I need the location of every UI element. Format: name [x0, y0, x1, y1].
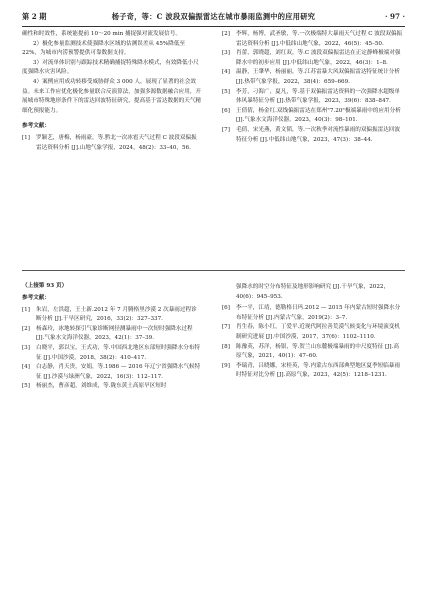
continued-right-column: [222, 283, 404, 381]
continuation-label: （上接第 93 页）: [22, 283, 68, 289]
reference-continuation: 强降水的时空分布特征及地形影响研究 [J].干旱气象，2022，40(6)：945–953.: [236, 284, 390, 300]
reference-list: [22, 306, 202, 392]
reference-number: [7]: [222, 324, 230, 331]
reference-text: 罗颖艺，唐梅，杨雨豪，等.黔北一次冰雹天气过程 C 波段双偏振雷达资料分析 [J].山地气象学报，2024，48(2)：33–40，56.: [36, 134, 197, 151]
reference-item: [222, 49, 404, 68]
body-paragraph: 确性和时效性，系统能提前 10～20 min 捕捉强对流发展信号。: [22, 31, 181, 37]
issue-number: 第 2 期: [22, 12, 47, 21]
reference-item: [22, 306, 202, 325]
body-paragraph: 3）对流单体识别与跟踪技术精确捕捉特殊降水模式，有效降低小尺度强降水灾害风险。: [22, 59, 199, 76]
reference-number: [6]: [222, 107, 230, 114]
reference-list: [222, 30, 404, 145]
reference-number: [1]: [22, 306, 30, 313]
reference-text: 李辉，杨博，武圣敏，等.一次极端特大暴雨天气过程 C 波段双偏振雷达资料分析 [J].中低纬山地气象，2022，46(5)：45–50.: [236, 31, 403, 47]
header-rule: [22, 26, 405, 27]
continued-left-column: [22, 294, 202, 392]
reference-item: [22, 325, 202, 344]
section-divider: [22, 270, 405, 271]
running-title: 杨子奇，等：C 波段双偏振雷达在城市暴雨监测中的应用研究: [111, 12, 316, 21]
body-paragraph: 4）案例应用成功转移受威胁群众 3 000 人，展现了显著的社会效益。未来工作应优化极化参量联合反演算法，加强多源数据融合应用，开展城市特殊地形条件下的雷达回波特征研究，提高基于雷达数据的天气精细化预报能力。: [22, 78, 202, 114]
reference-item: [222, 343, 404, 362]
reference-text: 杨丽杰，曹彦超，刘维成，等.陇东黄土高原旱区短时: [36, 383, 167, 390]
reference-text: 朱岩，左洪超，王士新.2012 年 7 月腾格里沙漠 2 次暴雨过程诊断分析 [J].干旱区研究，2016，33(2)：327–337.: [36, 306, 197, 323]
reference-number: [7]: [222, 126, 230, 133]
reference-item: [22, 134, 202, 153]
reference-text: 白志静，肖天贵，安娟，等.1986 — 2016 年辽宁省强降水气候特征 [J].沙漠与绿洲气象，2022，16(3)：112–117.: [36, 364, 201, 380]
reference-item: [222, 323, 404, 342]
reference-number: [1]: [22, 134, 30, 141]
reference-number: [2]: [222, 31, 230, 37]
reference-text: 李一平，江靖，德勒格日玛.2012 — 2015 年内蒙古短时强降水分布特征分析 [J].内蒙古气象，2019(2)：3–7.: [236, 305, 401, 321]
reference-item: [22, 344, 202, 363]
reference-number: [8]: [222, 343, 230, 350]
reference-list: [22, 134, 202, 153]
reference-text: 王倩倩，杨金红.双线偏振雷达在郑州"7.20"极端暴雨中的应用分析 [J].气象水文海洋仪器，2023，40(3)：98–101.: [236, 107, 401, 124]
page-header: [22, 12, 405, 25]
reference-text: 毛倩，宋光燕，黄文韬，等.一次秋季对流性暴雨的双偏振雷达回波特征分析 [J].中低纬山地气象，2023，47(3)：38–44.: [236, 126, 400, 143]
reference-text: 李瑞青，吕晓娜，宋桂英，等.内蒙古东西部典型地区夏季短临暴雨时特征对比分析 [J].高原气象，2023，42(5)：1218–1231.: [236, 362, 400, 379]
reference-number: [3]: [222, 50, 230, 57]
body-paragraph: 2）极化参量监测技术使强降水区域的估测误差从 45%降低至 22%，为城市内涝预警提供可靠数据支持。: [22, 40, 186, 57]
reference-number: [6]: [222, 305, 230, 312]
reference-list: [222, 304, 404, 381]
reference-item: [222, 68, 404, 87]
reference-item: [22, 382, 202, 392]
reference-text: 李芳，刁海广，夏凡，等.基于双偏振雷达资料的一次强降水超级单体风暴特征分析 [J].热带气象学报，2023，39(6)：838–847.: [236, 88, 400, 105]
page-number: · 97 ·: [384, 12, 405, 21]
right-column: [222, 30, 404, 145]
reference-number: [3]: [22, 344, 30, 351]
reference-item: [22, 363, 202, 382]
reference-text: 杨森玲，冰地转探引气象诊断网径测暴雨中一次短时强降水过程 [J].气象水文海洋仪器，2023，42(1)：37–39.: [36, 325, 193, 342]
reference-text: 温静，王肇华，杨丽丽，等.江苏雷暴大风双偏振雷达特征统计分析 [J].热带气象学报，2022，38(4)：659–669.: [236, 69, 400, 85]
reference-number: [5]: [22, 383, 30, 390]
reference-text: 肖蕾，郭晓超，刘红双，等.C 波段双偏振雷达在正定静峰极端对强降水中的初步应用 [J].中低纬山地气象，2022，46(3)：1–8.: [236, 50, 401, 66]
reference-item: [222, 304, 404, 323]
reference-text: 肖生春，陈小红，丁爱平.近现代阿拉善荒漠气候变化与环境演变机制研究进展 [J].中国沙漠，2017，37(6)：1102–1110.: [236, 324, 400, 340]
reference-item: [222, 107, 404, 126]
reference-item: [222, 362, 404, 381]
reference-number: [9]: [222, 362, 230, 369]
references-heading: 参考文献：: [22, 123, 50, 130]
reference-item: [222, 30, 404, 49]
reference-text: 白晓平，郭以宝，王式功，等.中国西北地区东部短时强降水分布特征 [J].中国沙漠，2018，38(2)：410–417.: [36, 344, 200, 361]
reference-item: [222, 88, 404, 107]
reference-number: [4]: [222, 69, 230, 76]
left-column: [22, 30, 202, 153]
reference-number: [4]: [22, 364, 30, 371]
references-heading: 参考文献：: [22, 295, 50, 301]
reference-number: [2]: [22, 325, 30, 332]
reference-number: [5]: [222, 88, 230, 95]
reference-text: 陈豫英，苏洋，杨银，等.贺兰山东麓极端暴雨的中尺度特征 [J].高原气象，2021，40(1)：47–60.: [236, 343, 399, 360]
reference-item: [222, 126, 404, 145]
